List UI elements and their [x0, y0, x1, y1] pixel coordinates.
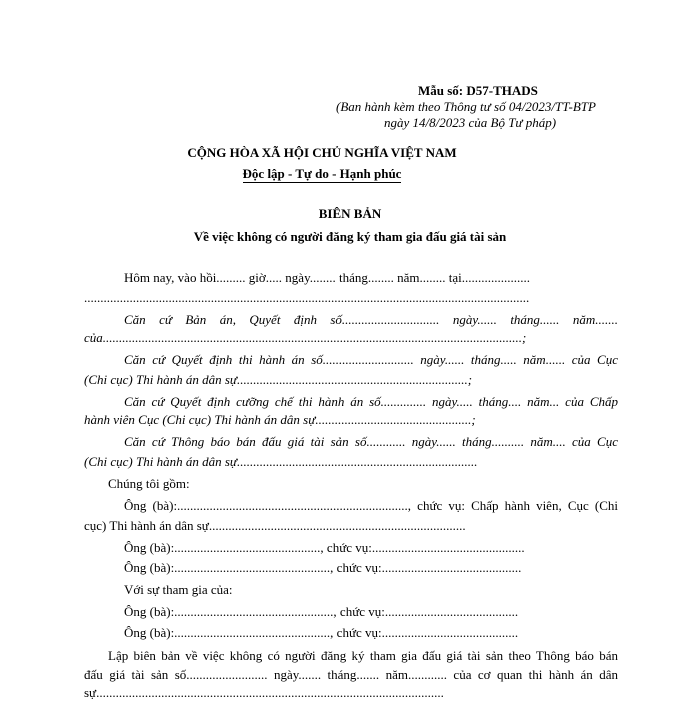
form-code: Mẫu số: D57-THADS	[418, 83, 538, 98]
today-line-cont: .........................................................................................................................................	[84, 290, 530, 305]
document-subject: Về việc không có người đăng ký tham gia đấu giá tài sản	[193, 229, 507, 244]
participant-2: Ông (bà):................................................, chức vụ:..........................................	[124, 625, 519, 640]
motto: Độc lập - Tự do - Hạnh phúc	[242, 166, 402, 181]
basis-coercion-2: hành viên Cục (Chi cục) Thi hành án dân sự................................................;	[84, 412, 476, 427]
basis-enforcement-2: (Chi cục) Thi hành án dân sự.......................................................................;	[84, 372, 473, 387]
form-issued-line-2: ngày 14/8/2023 của Bộ Tư pháp)	[384, 115, 557, 130]
motto-wrap	[0, 165, 644, 183]
closing-line-1: Lập biên bản về việc không có người đăng ký tham gia đấu giá tài sản theo Thông báo bán	[108, 648, 618, 663]
nation-heading: CỘNG HÒA XÃ HỘI CHỦ NGHĨA VIỆT NAM	[187, 145, 457, 160]
member-1-line-2: cục) Thi hành án dân sự...............................................................................	[84, 518, 466, 533]
basis-auction-notice-2: (Chi cục) Thi hành án dân sự..........................................................................	[84, 454, 478, 469]
today-line: Hôm nay, vào hồi......... giờ..... ngày........ tháng........ năm........ tại.....................	[124, 270, 530, 285]
member-2: Ông (bà):............................................., chức vụ:...............................................	[124, 540, 525, 555]
basis-enforcement-1: Căn cứ Quyết định thi hành án số............................ ngày...... tháng..... năm...... của Cục	[124, 352, 618, 367]
form-issued-line-1: (Ban hành kèm theo Thông tư số 04/2023/TT-BTP	[336, 99, 596, 114]
members-label: Chúng tôi gồm:	[108, 476, 190, 491]
closing-line-2: đấu giá tài sản số......................... ngày....... tháng....... năm............ của cơ quan thi hành án dân	[84, 667, 618, 682]
basis-judgment-1: Căn cứ Bản án, Quyết định số.............................. ngày...... tháng...... năm.......	[124, 312, 618, 327]
closing-line-3: sự...........................................................................................................	[84, 685, 444, 700]
member-1-line-1: Ông (bà):......................................................................., chức vụ: Chấp hành viên, Cục (Chi	[124, 498, 618, 513]
participant-1: Ông (bà):................................................., chức vụ:.........................................	[124, 604, 519, 619]
document-title: BIÊN BẢN	[318, 206, 382, 221]
participants-label: Với sự tham gia của:	[124, 582, 233, 597]
basis-judgment-2: của.................................................................................................................................;	[84, 330, 527, 345]
basis-auction-notice-1: Căn cứ Thông báo bán đấu giá tài sản số............ ngày...... tháng.......... năm.... của Cục	[124, 434, 618, 449]
member-3: Ông (bà):................................................, chức vụ:...........................................	[124, 560, 522, 575]
basis-coercion-1: Căn cứ Quyết định cưỡng chế thi hành án số.............. ngày..... tháng.... năm... của Chấp	[124, 394, 618, 409]
